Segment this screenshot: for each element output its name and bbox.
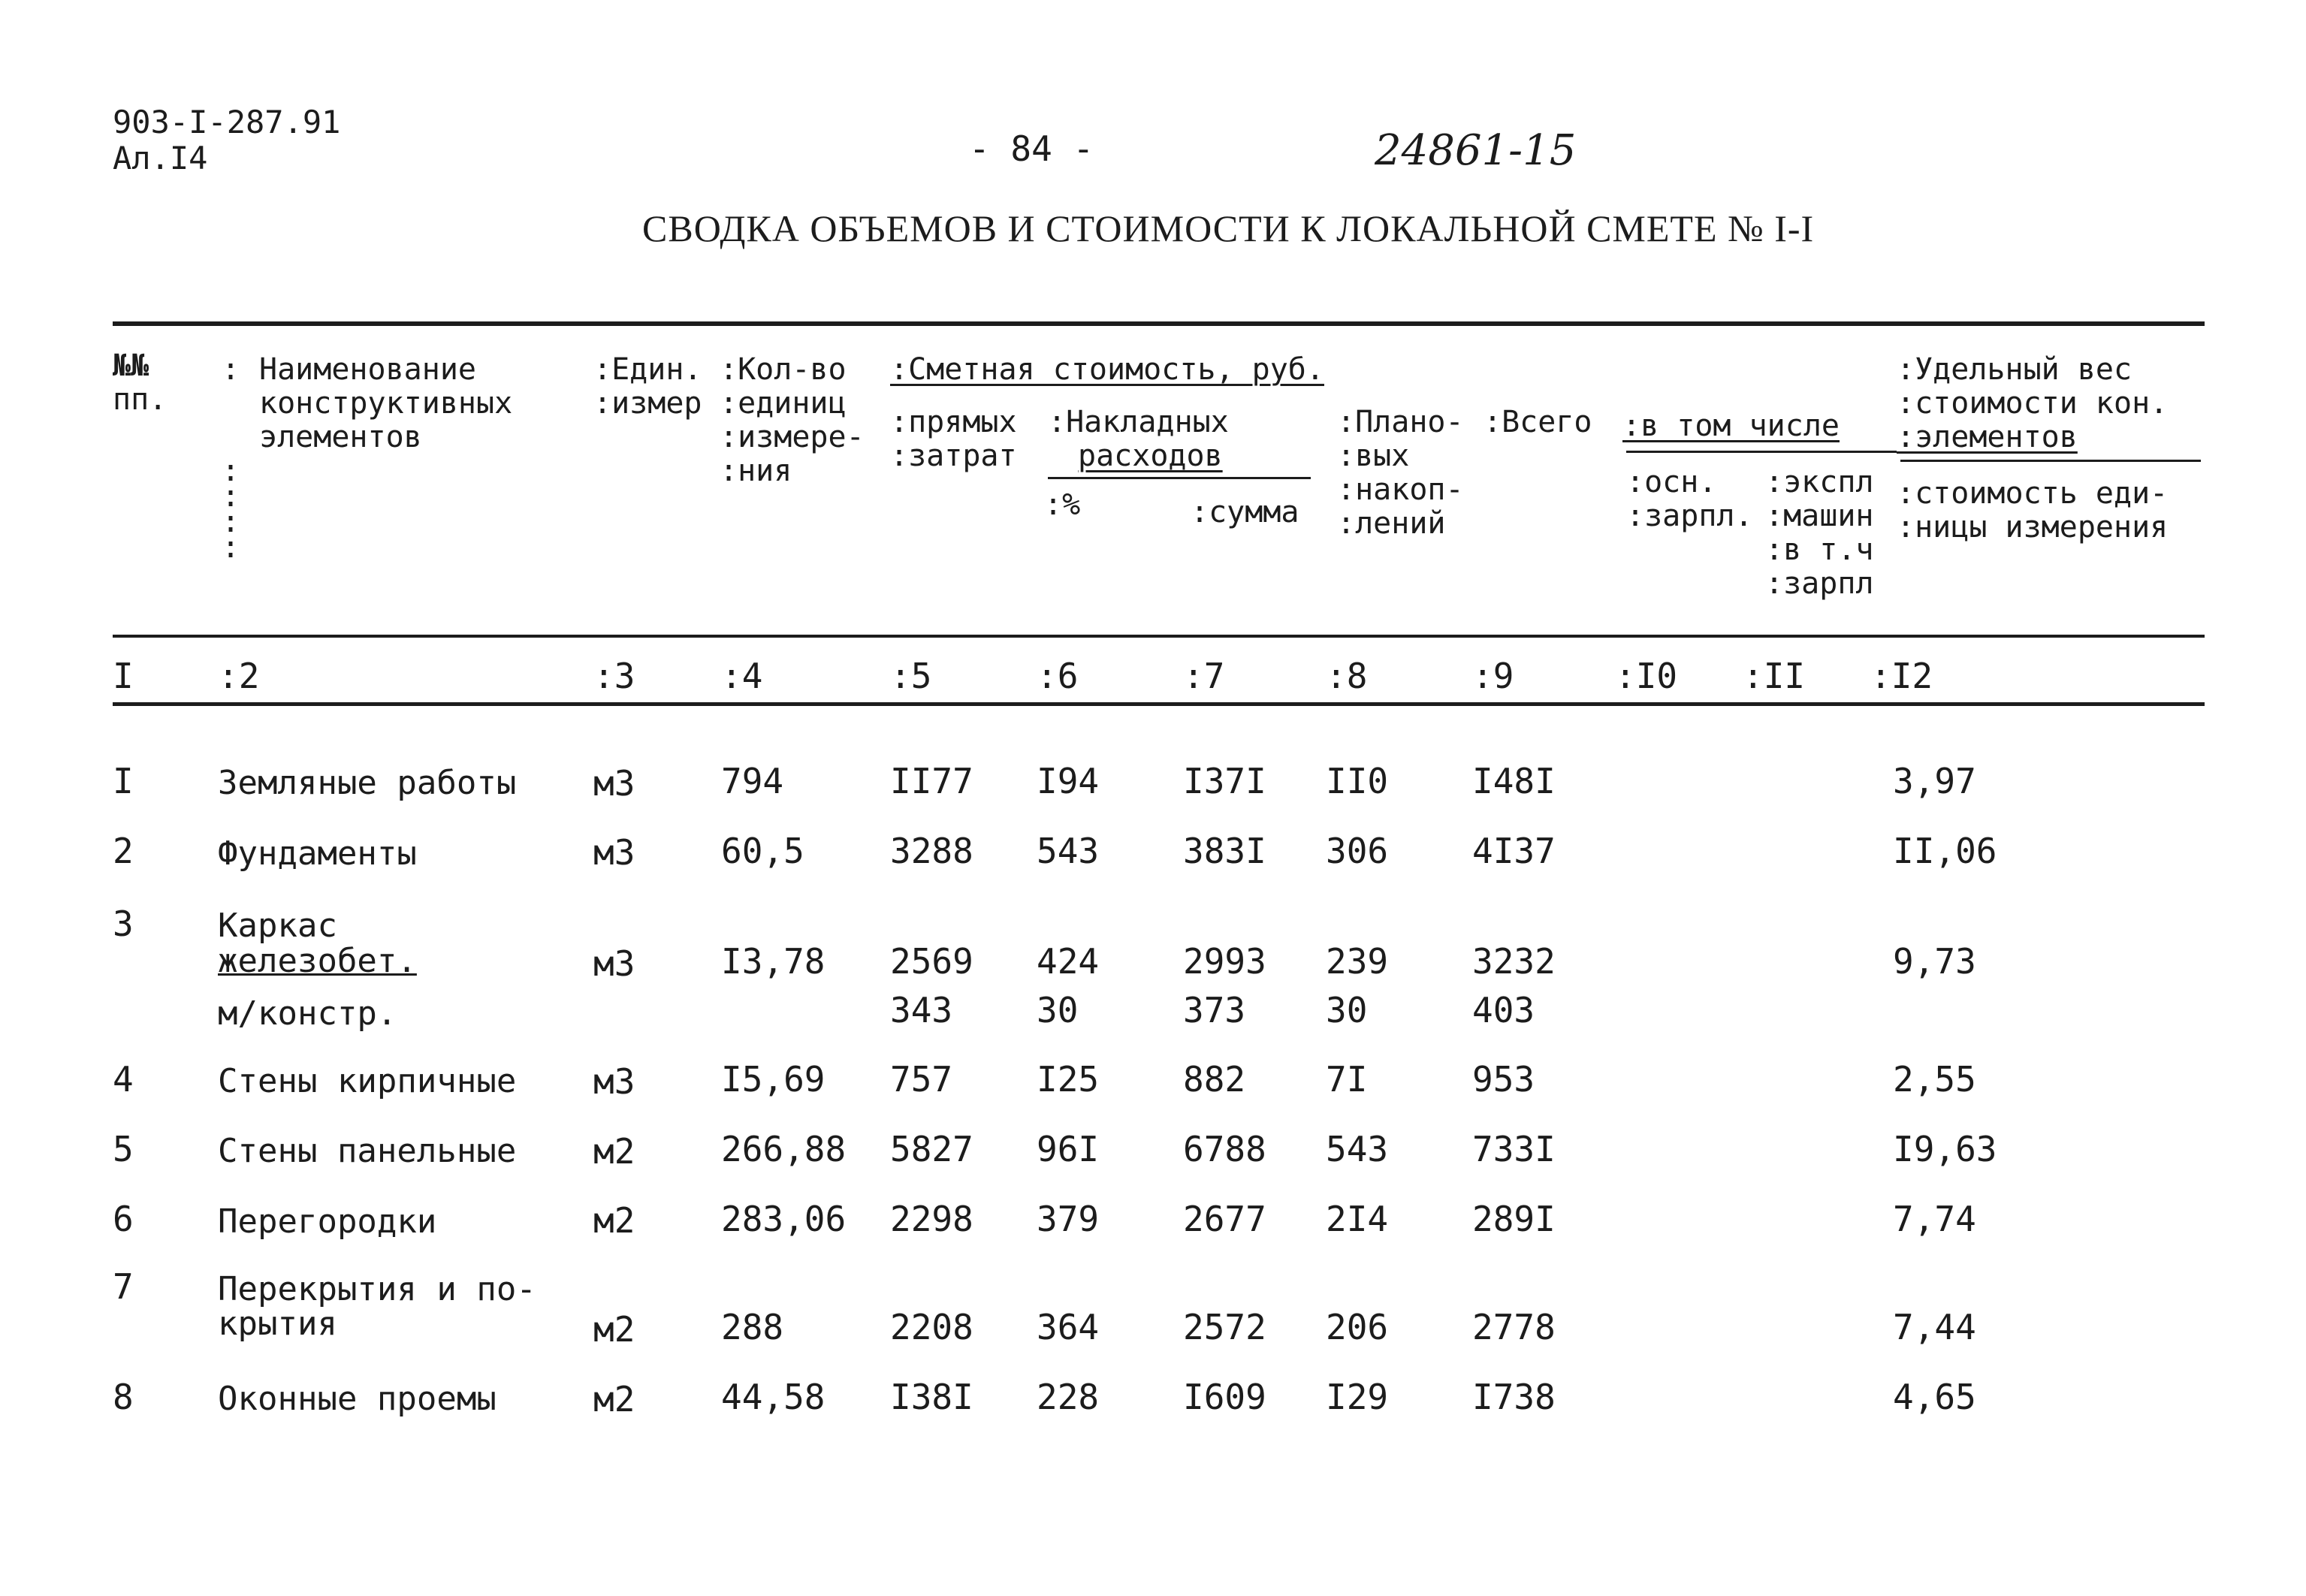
col-qty-header-3: :измере-: [720, 420, 865, 454]
row-unit: м2: [593, 1131, 635, 1172]
column-number: :7: [1183, 656, 1225, 696]
including-header: :в том числе: [1622, 409, 1840, 443]
row-name: Перегородки: [218, 1202, 437, 1241]
row-overhead-percent: 424: [1037, 941, 1100, 982]
column-number: :2: [218, 656, 260, 696]
row-number: 2: [113, 831, 134, 871]
col-num-header-1: №№: [113, 348, 149, 383]
document-code: 903-I-287.91: [113, 104, 341, 140]
overhead-underline: [1048, 477, 1311, 479]
col-name-header-3: элементов: [259, 420, 422, 454]
col-salary-header-2: :зарпл.: [1626, 499, 1753, 533]
col-machines-header-4: :зарпл: [1765, 566, 1874, 601]
table-top-rule: [113, 321, 2205, 326]
row-share: 4,65: [1893, 1377, 1976, 1417]
column-number: :9: [1472, 656, 1514, 696]
col-machines-header-2: :машин: [1765, 499, 1874, 533]
col-unitcost-header-2: :ницы измерения: [1897, 510, 2169, 545]
row-overhead-sum: 882: [1183, 1059, 1246, 1100]
col-name-header-colon: :: [222, 352, 240, 387]
row-overhead-sum: 6788: [1183, 1129, 1266, 1169]
row-total: I48I: [1472, 761, 1556, 801]
col-machines-header-3: :в т.ч: [1765, 533, 1874, 567]
row-name-line1: Перекрытия и по-: [218, 1270, 536, 1308]
row-plan: I29: [1326, 1377, 1389, 1417]
row-unit: м3: [593, 943, 635, 984]
col-qty-header-4: :ния: [720, 454, 792, 488]
col-qty-header-2: :единиц: [720, 386, 847, 421]
col-plan-header-1: :Плано-: [1337, 405, 1464, 439]
row-unit: м2: [593, 1309, 635, 1350]
row-direct: I38I: [890, 1377, 973, 1417]
col-unitcost-header-1: :стоимость еди-: [1897, 476, 2169, 511]
row-plan: 2I4: [1326, 1199, 1389, 1239]
row-qty: 44,58: [721, 1377, 826, 1417]
row-overhead-sum: I609: [1183, 1377, 1266, 1417]
overhead-header-2: расходов: [1078, 439, 1223, 473]
cost-group-header: :Сметная стоимость, руб.: [890, 352, 1324, 387]
col-num-header-2: пп.: [113, 382, 168, 417]
column-number: :I2: [1870, 656, 1933, 696]
row-name-line2: железобет.: [218, 942, 417, 980]
column-number: :5: [890, 656, 932, 696]
row-unit: м2: [593, 1200, 635, 1241]
row-total: 289I: [1472, 1199, 1556, 1239]
row-unit: м2: [593, 1379, 635, 1420]
row-direct: II77: [890, 761, 973, 801]
row-overhead-percent: I25: [1037, 1059, 1100, 1100]
row-overhead-percent: 96I: [1037, 1129, 1100, 1169]
row-name: Стены кирпичные: [218, 1062, 517, 1100]
overhead-header-1: :Накладных: [1048, 405, 1229, 439]
row-sub-plan: 30: [1326, 990, 1368, 1030]
row-share: 7,74: [1893, 1199, 1976, 1239]
row-overhead-percent: 228: [1037, 1377, 1100, 1417]
row-number: I: [113, 761, 134, 801]
row-total: 4I37: [1472, 831, 1556, 871]
row-share: I9,63: [1893, 1129, 1997, 1169]
row-name-line2: крытия: [218, 1305, 337, 1343]
row-name-line3: м/констр.: [218, 994, 397, 1033]
row-qty: I3,78: [721, 941, 826, 982]
row-overhead-percent: 379: [1037, 1199, 1100, 1239]
row-share: 9,73: [1893, 941, 1976, 982]
row-qty: 288: [721, 1307, 784, 1347]
col-share-header-1: :Удельный вес: [1897, 352, 2132, 387]
col-plan-header-4: :лений: [1337, 506, 1446, 541]
column-numbers-rule: [113, 702, 2205, 706]
including-underline: [1626, 451, 1897, 453]
row-unit: м3: [593, 832, 635, 873]
header-bottom-rule: [113, 635, 2205, 638]
row-unit: м3: [593, 1061, 635, 1102]
row-share: II,06: [1893, 831, 1997, 871]
row-direct: 2298: [890, 1199, 973, 1239]
handwritten-number: 24861-15: [1375, 126, 1577, 175]
col-percent-header: :%: [1044, 487, 1081, 522]
col-share-header-3: :элементов: [1897, 420, 2078, 454]
row-name-line1: Каркас: [218, 907, 337, 945]
row-number: 6: [113, 1199, 134, 1239]
row-share: 7,44: [1893, 1307, 1976, 1347]
col-plan-header-2: :вых: [1337, 439, 1410, 473]
row-overhead-sum: 2993: [1183, 941, 1266, 982]
col-salary-header-1: :осн.: [1626, 465, 1717, 499]
row-number: 7: [113, 1266, 134, 1307]
page-title: СВОДКА ОБЪЕМОВ И СТОИМОСТИ К ЛОКАЛЬНОЙ СМЕТЕ № I-I: [642, 207, 1815, 249]
row-direct: 757: [890, 1059, 953, 1100]
row-direct: 3288: [890, 831, 973, 871]
row-overhead-sum: I37I: [1183, 761, 1266, 801]
row-qty: 266,88: [721, 1129, 847, 1169]
col-share-header-2: :стоимости кон.: [1897, 386, 2169, 421]
col-plan-header-3: :накоп-: [1337, 472, 1464, 507]
row-share: 2,55: [1893, 1059, 1976, 1100]
row-plan: 239: [1326, 941, 1389, 982]
col-name-header-1: Наименование: [259, 352, 476, 387]
col-sum-header: :сумма: [1191, 495, 1299, 529]
row-number: 5: [113, 1129, 134, 1169]
col-machines-header-1: :экспл: [1765, 465, 1874, 499]
row-plan: 7I: [1326, 1059, 1368, 1100]
row-sub-overhead-percent: 30: [1037, 990, 1079, 1030]
row-direct: 2208: [890, 1307, 973, 1347]
row-overhead-sum: 2572: [1183, 1307, 1266, 1347]
column-number: :3: [593, 656, 635, 696]
row-direct: 5827: [890, 1129, 973, 1169]
row-overhead-percent: 543: [1037, 831, 1100, 871]
row-plan: 206: [1326, 1307, 1389, 1347]
row-overhead-percent: I94: [1037, 761, 1100, 801]
col-unit-header-2: :измер: [593, 386, 702, 421]
row-sub-direct: 343: [890, 990, 953, 1030]
row-number: 3: [113, 904, 134, 944]
row-total: 733I: [1472, 1129, 1556, 1169]
col-unit-header-1: :Един.: [593, 352, 702, 387]
row-total: 953: [1472, 1059, 1535, 1100]
share-divider: [1900, 460, 2201, 462]
column-number: :II: [1743, 656, 1806, 696]
col-direct-header-2: :затрат: [890, 439, 1017, 473]
row-qty: 794: [721, 761, 784, 801]
row-total: 3232: [1472, 941, 1556, 982]
separator-dots: : : : :: [222, 454, 240, 565]
row-unit: м3: [593, 763, 635, 804]
row-qty: I5,69: [721, 1059, 826, 1100]
row-total: I738: [1472, 1377, 1556, 1417]
album-number: Ал.I4: [113, 140, 208, 176]
col-qty-header-1: :Кол-во: [720, 352, 847, 387]
page-number: - 84 -: [969, 128, 1094, 169]
row-plan: 543: [1326, 1129, 1389, 1169]
row-plan: II0: [1326, 761, 1389, 801]
row-sub-total: 403: [1472, 990, 1535, 1030]
row-name: Фундаменты: [218, 834, 417, 873]
row-overhead-sum: 383I: [1183, 831, 1266, 871]
col-total-header: :Всего: [1484, 405, 1592, 439]
row-number: 8: [113, 1377, 134, 1417]
row-number: 4: [113, 1059, 134, 1100]
row-total: 2778: [1472, 1307, 1556, 1347]
column-number: :6: [1037, 656, 1079, 696]
row-share: 3,97: [1893, 761, 1976, 801]
row-qty: 60,5: [721, 831, 804, 871]
row-qty: 283,06: [721, 1199, 847, 1239]
row-direct: 2569: [890, 941, 973, 982]
column-number: :I0: [1615, 656, 1678, 696]
row-name: Стены панельные: [218, 1132, 517, 1170]
col-name-header-2: конструктивных: [259, 386, 513, 421]
row-name: Земляные работы: [218, 764, 517, 802]
row-overhead-percent: 364: [1037, 1307, 1100, 1347]
column-number: :8: [1326, 656, 1368, 696]
row-plan: 306: [1326, 831, 1389, 871]
column-number: I: [113, 656, 134, 696]
row-sub-overhead-sum: 373: [1183, 990, 1246, 1030]
row-name: Оконные проемы: [218, 1380, 497, 1418]
row-overhead-sum: 2677: [1183, 1199, 1266, 1239]
column-number: :4: [721, 656, 763, 696]
col-direct-header-1: :прямых: [890, 405, 1017, 439]
